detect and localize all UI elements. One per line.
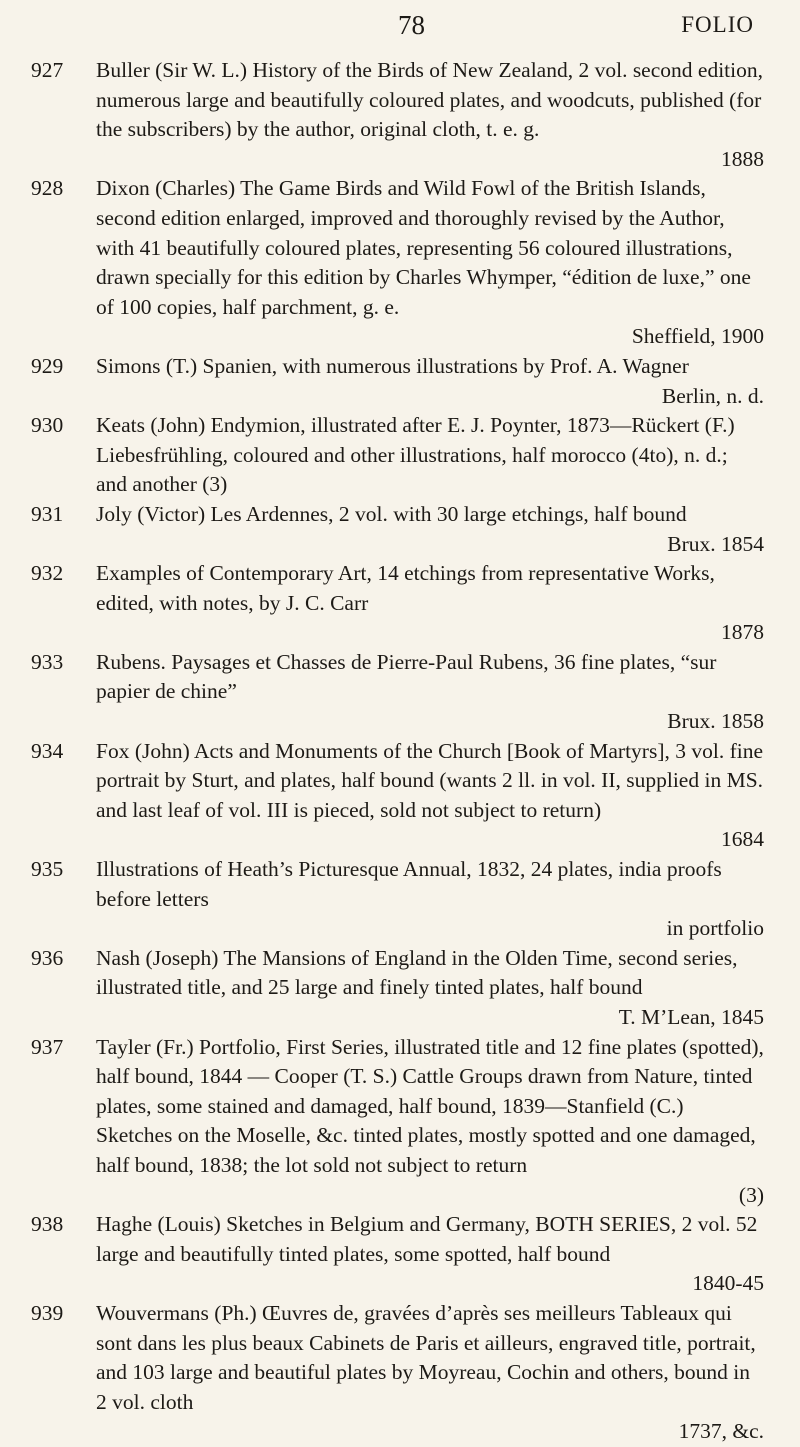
catalogue-entry	[0, 174, 800, 352]
lot-number: 930	[31, 413, 64, 438]
lot-imprint: Brux. 1854	[667, 531, 764, 556]
lot-description: Nash (Joseph) The Mansions of England in the Olden Time, second series, illustrated title, and 25 large and finely tinted plates, half bound	[96, 945, 738, 1000]
lot-imprint: 1737, &c.	[678, 1419, 764, 1444]
lot-number: 938	[31, 1212, 64, 1237]
lot-imprint: Sheffield, 1900	[631, 324, 764, 349]
folio-label: FOLIO	[681, 12, 754, 37]
catalogue-entry	[0, 352, 800, 411]
catalogue-entry	[0, 855, 800, 944]
lot-number: 935	[31, 857, 64, 882]
lot-number: 933	[31, 649, 64, 674]
lot-description: Examples of Contemporary Art, 14 etchings from representative Works, edited, with notes, by J. C. Carr	[96, 561, 715, 615]
lot-number: 939	[31, 1300, 64, 1325]
lot-description: Fox (John) Acts and Monuments of the Church [Book of Martyrs], 3 vol. fine portrait by Sturt, and plates, half bound (wants 2 ll. in vol. II, supplied in MS. and last leaf of vol. III is pieced, sold not subject to return)	[96, 738, 764, 822]
catalogue-entry	[0, 56, 800, 174]
lot-description: Tayler (Fr.) Portfolio, First Series, illustrated title and 12 fine plates (spotted), half bound, 1844 — Cooper (T. S.) Cattle Groups drawn from Nature, tinted plates, some stained and damaged, half bound, 1839—Stanfield (C.) Sketches on the Moselle, &c. tinted plates, mostly spotted and one damaged, half bound, 1838; the lot sold not subject to return	[96, 1034, 764, 1177]
lot-number: 936	[31, 945, 64, 970]
lot-imprint: 1840-45	[692, 1271, 764, 1296]
lot-description: Illustrations of Heath’s Picturesque Annual, 1832, 24 plates, india proofs before letters	[96, 857, 722, 911]
lot-description: Keats (John) Endymion, illustrated after E. J. Poynter, 1873—Rückert (F.) Liebesfrühling, coloured and other illustrations, half morocco (4to), n. d.; and another (3)	[96, 413, 735, 497]
lot-description: Joly (Victor) Les Ardennes, 2 vol. with 30 large etchings, half bound	[96, 501, 687, 526]
lot-imprint: Brux. 1858	[667, 709, 764, 734]
lot-description: Haghe (Louis) Sketches in Belgium and Germany, BOTH SERIES, 2 vol. 52 large and beautifully tinted plates, some spotted, half bound	[96, 1212, 758, 1266]
lot-description: Dixon (Charles) The Game Birds and Wild Fowl of the British Islands, second edition enlarged, improved and thoroughly revised by the Author, with 41 beautifully coloured plates, representing 56 coloured illustrations, drawn specially for this edition by Charles Whymper, “édition de luxe,” one of 100 copies, half parchment, g. e.	[96, 176, 751, 319]
page-number: 78	[398, 10, 425, 40]
lot-description: Simons (T.) Spanien, with numerous illustrations by Prof. A. Wagner	[96, 353, 689, 378]
lot-imprint: 1878	[721, 620, 764, 645]
lot-imprint: Berlin, n. d.	[661, 383, 764, 408]
lot-imprint: (3)	[738, 1182, 764, 1207]
lot-description: Buller (Sir W. L.) History of the Birds of New Zealand, 2 vol. second edition, numerous large and beautifully coloured plates, and woodcuts, published (for the subscribers) by the author, original cloth, t. e. g.	[96, 58, 763, 142]
catalogue-entry	[0, 1210, 800, 1299]
lot-number: 929	[31, 353, 64, 378]
catalogue-entry	[0, 737, 800, 855]
lot-number: 934	[31, 738, 64, 763]
lot-number: 931	[31, 501, 64, 526]
lot-imprint: 1888	[721, 146, 764, 171]
lot-number: 928	[31, 176, 64, 201]
catalogue-entries	[0, 56, 800, 1447]
catalogue-entry	[0, 500, 800, 559]
catalogue-entry	[0, 559, 800, 648]
lot-description: Wouvermans (Ph.) Œuvres de, gravées d’après ses meilleurs Tableaux qui sont dans les plus beaux Cabinets de Paris et ailleurs, engraved title, portrait, and 103 large and beautiful plates by Moyreau, Cochin and others, bound in 2 vol. cloth	[96, 1300, 756, 1414]
lot-imprint: T. M’Lean, 1845	[618, 1005, 764, 1029]
catalogue-entry	[0, 1299, 800, 1447]
catalogue-entry	[0, 648, 800, 737]
page-header	[0, 10, 800, 44]
lot-imprint: 1684	[721, 827, 764, 852]
catalogue-entry	[0, 411, 800, 500]
lot-number: 932	[31, 561, 64, 586]
lot-description: Rubens. Paysages et Chasses de Pierre-Paul Rubens, 36 fine plates, “sur papier de chine”	[96, 649, 717, 704]
lot-number: 937	[31, 1034, 64, 1059]
catalogue-entry	[0, 1033, 800, 1211]
lot-number: 927	[31, 58, 64, 82]
catalogue-entry	[0, 944, 800, 1033]
lot-imprint: in portfolio	[666, 916, 764, 941]
